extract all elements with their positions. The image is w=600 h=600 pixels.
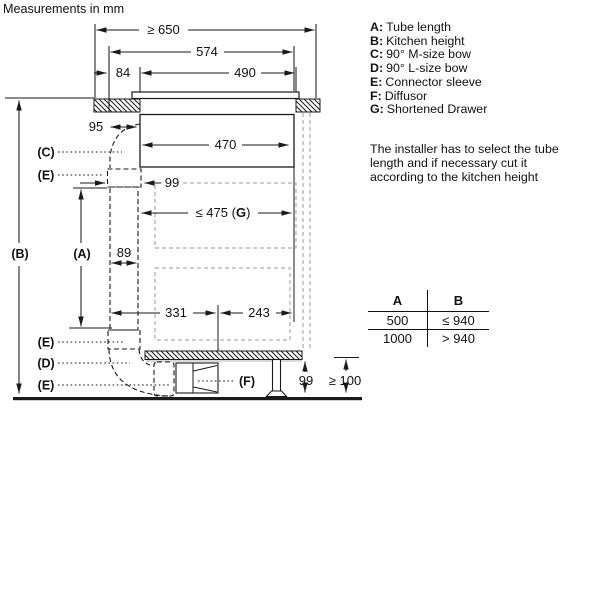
- diffusor: [176, 363, 218, 393]
- legend-item: B: Kitchen height: [370, 33, 465, 48]
- dim-bow-offset: 95: [88, 119, 104, 135]
- dim-duct-right: 243: [248, 305, 270, 321]
- legend-item: F: Diffusor: [370, 88, 428, 103]
- dim-sleeve-width: 99: [164, 175, 180, 191]
- cabinet-foot: [273, 360, 281, 392]
- label-b: (B): [11, 247, 29, 261]
- dim-offset-left: 84: [115, 65, 131, 81]
- legend-item: A: Tube length: [370, 20, 452, 34]
- cabinet-foot-base: [267, 391, 287, 397]
- bow-m-size: [110, 124, 140, 168]
- connector-sleeve-top: [108, 169, 142, 187]
- column-header-b: B: [428, 290, 490, 312]
- dim-body-width: 470: [214, 137, 237, 153]
- table-row: 500 ≤ 940: [368, 312, 489, 330]
- floor-line: [13, 397, 362, 400]
- legend-item: E: Connector sleeve: [370, 74, 482, 89]
- dim-min-width: ≥ 650: [147, 22, 180, 38]
- page-title: Measurements in mm: [3, 2, 125, 16]
- dim-plinth-duct-height: 99: [298, 373, 314, 388]
- worktop-section-right: [296, 99, 320, 112]
- installer-note: The installer has to select the tube length and if necessary cut it according to the kitchen height: [370, 142, 559, 184]
- plinth-panel-section: [145, 351, 302, 360]
- dim-cutout-width: 490: [234, 65, 256, 81]
- label-e-top: (E): [37, 168, 55, 183]
- column-header-a: A: [368, 290, 428, 312]
- label-a: (A): [73, 247, 91, 261]
- label-d: (D): [37, 356, 55, 371]
- hob-top-plate: [132, 92, 299, 99]
- table-row: 1000 > 940: [368, 330, 489, 348]
- legend-item: C: 90° M-size bow: [370, 47, 471, 62]
- dim-plinth-min-height: ≥ 100: [328, 373, 362, 388]
- dim-shortened-drawer: ≤ 475 (G): [195, 205, 251, 221]
- connector-sleeve-bottom: [154, 362, 174, 396]
- dim-duct-left: 331: [165, 305, 187, 321]
- connector-sleeve-mid: [108, 330, 140, 349]
- legend-item: G: Shortened Drawer: [370, 102, 488, 117]
- legend-item: D: 90° L-size bow: [370, 61, 468, 76]
- dim-tube-width: 89: [116, 245, 132, 260]
- dim-drawer-width: 574: [196, 44, 218, 60]
- label-c: (C): [37, 145, 55, 160]
- label-e-bottom: (E): [37, 378, 55, 393]
- worktop-section-left: [94, 99, 140, 112]
- label-f: (F): [239, 374, 255, 389]
- lower-compartment-outline: [155, 268, 290, 340]
- label-e-mid: (E): [37, 335, 55, 350]
